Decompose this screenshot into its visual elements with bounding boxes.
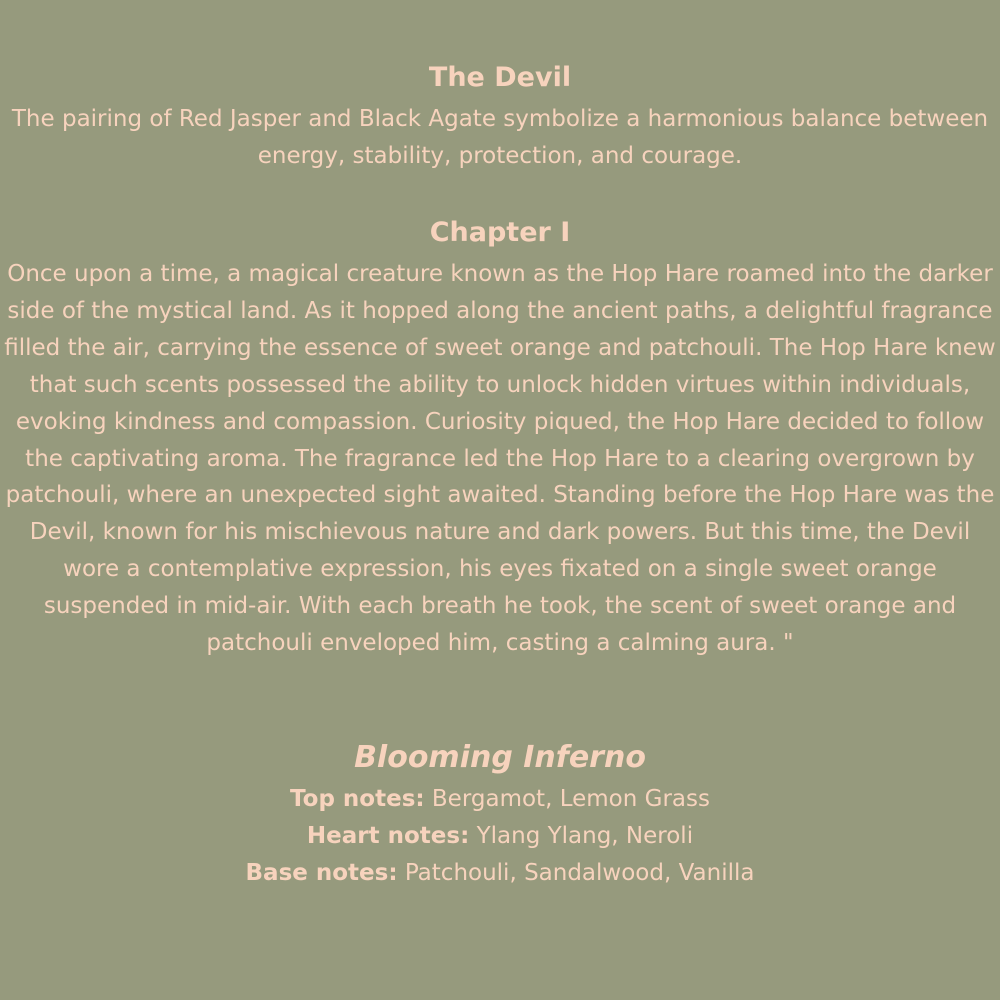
top-notes-row [0, 781, 1000, 818]
chapter-title: Chapter I [429, 217, 571, 248]
base-notes-label: Base notes: [245, 860, 398, 886]
heart-notes-value: Ylang Ylang, Neroli [476, 823, 694, 849]
top-notes-value: Bergamot, Lemon Grass [431, 786, 710, 812]
base-notes-value: Patchouli, Sandalwood, Vanilla [404, 860, 755, 886]
base-notes-row [0, 855, 1000, 892]
chapter-story-text: Once upon a time, a magical creature known as the Hop Hare roamed into the darker side of the mystical land. As it hopped along the ancient paths, a delightful fragrance filled the air, carrying the essence of sweet orange and patchouli. The Hop Hare knew that such scents possessed the ability to unlock hidden virtues within individuals, evoking kindness and compassion. Curiosity piqued, the Hop Hare decided to follow the captivating aroma. The fragrance led the Hop Hare to a clearing overgrown by patchouli, where an unexpected sight awaited. Standing before the Hop Hare was the Devil, known for his mischievous nature and dark powers. But this time, the Devil wore a contemplative expression, his eyes fixated on a single sweet orange suspended in mid-air. With each breath he took, the scent of sweet orange and patchouli enveloped him, casting a calming aura. " [4, 261, 996, 657]
heart-notes-row [0, 818, 1000, 855]
heart-notes-label: Heart notes: [306, 823, 470, 849]
section-title-devil: The Devil [428, 62, 572, 93]
fragrance-name: Blooming Inferno [354, 740, 646, 775]
fragrance-notes-list [0, 781, 1000, 892]
crystal-description: The pairing of Red Jasper and Black Agate symbolize a harmonious balance between energy, stability, protection, and courage. [11, 106, 989, 170]
top-notes-label: Top notes: [290, 786, 425, 812]
